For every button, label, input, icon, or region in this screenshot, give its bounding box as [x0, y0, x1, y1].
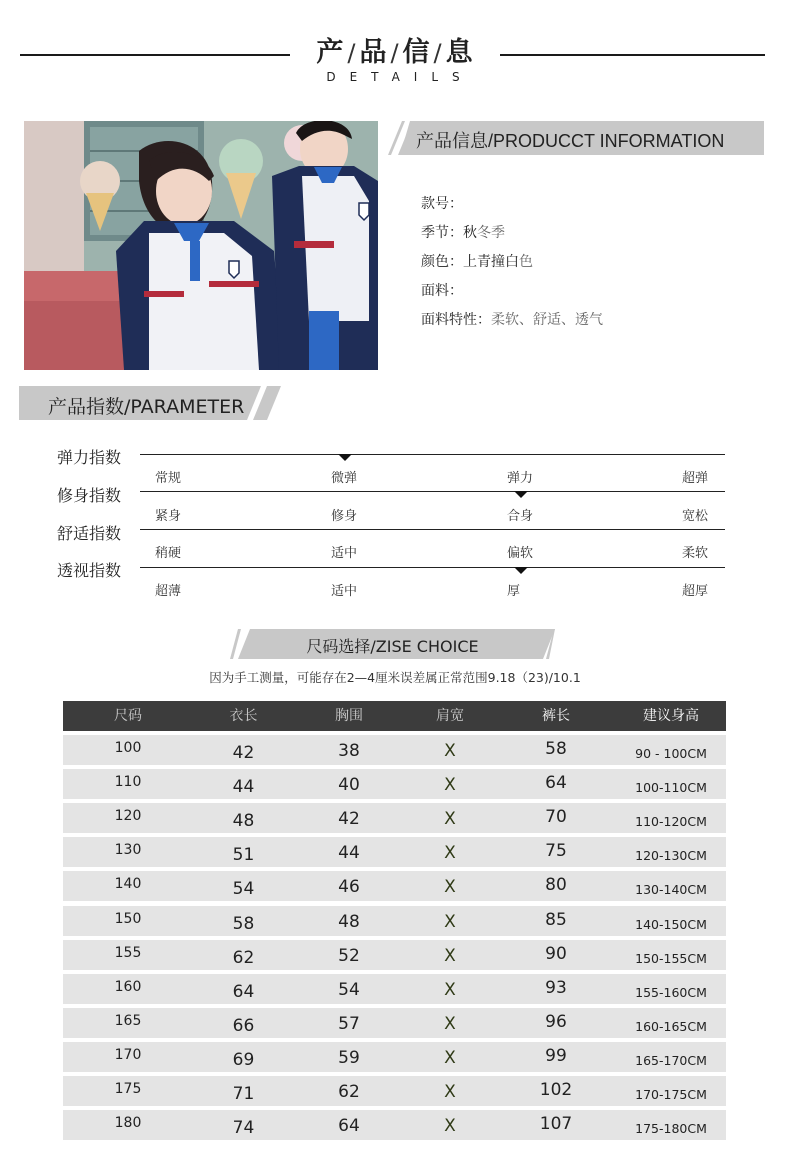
cell-length: 71: [232, 1084, 255, 1105]
param-option: 适中: [331, 584, 358, 599]
param-option: 稍硬: [155, 546, 182, 561]
cell-size: 155: [114, 944, 142, 961]
header-size: 尺码: [114, 708, 142, 724]
cell-chest: 44: [338, 843, 360, 864]
size-banner: [230, 629, 555, 659]
cell-pants-length: 75: [545, 841, 567, 862]
table-row: [63, 1008, 726, 1038]
cell-length: 42: [232, 743, 255, 764]
cell-size: 160: [114, 978, 142, 995]
param-option: 紧身: [155, 509, 182, 524]
param-label-thickness: 透视指数: [57, 561, 122, 580]
cell-pants-length: 96: [545, 1011, 567, 1032]
cell-size: 170: [114, 1046, 142, 1063]
cell-height: 160-165CM: [635, 1018, 707, 1034]
cell-size: 165: [114, 1012, 142, 1029]
info-row-color: 颜色：上青撞白色: [421, 254, 533, 270]
cell-size: 150: [114, 910, 142, 927]
table-row: [63, 1042, 726, 1072]
param-selected-marker: [514, 491, 528, 498]
param-selected-marker: [338, 454, 352, 461]
cell-height: 170-175CM: [635, 1087, 707, 1103]
title-char: 产: [316, 37, 345, 68]
cell-length: 51: [232, 845, 255, 866]
param-option: 超厚: [682, 584, 709, 599]
cell-length: 62: [232, 947, 255, 968]
title-char: 息: [445, 37, 474, 68]
cell-chest: 59: [338, 1047, 360, 1068]
param-scale-line: [140, 454, 725, 455]
cell-shoulder: X: [444, 1047, 456, 1068]
param-selected-marker: [514, 567, 528, 574]
table-row: [63, 940, 726, 970]
header-chest: 胸围: [335, 708, 363, 724]
cell-length: 54: [232, 879, 255, 900]
cell-pants-length: 64: [545, 773, 567, 794]
cell-length: 74: [232, 1118, 255, 1139]
header-shoulder: 肩宽: [436, 708, 464, 724]
cell-pants-length: 90: [545, 943, 567, 964]
product-photo: [24, 121, 378, 370]
parameter-banner: [19, 386, 284, 420]
product-info-banner-text: 产品信息/PRODUCCT INFORMATION: [416, 131, 725, 151]
param-label-elasticity: 弹力指数: [57, 448, 122, 467]
cell-length: 58: [232, 913, 255, 934]
cell-chest: 42: [338, 809, 360, 830]
param-option: 合身: [507, 509, 534, 524]
param-label-fit: 修身指数: [57, 486, 122, 505]
size-table-header: [63, 701, 726, 731]
param-option: 微弹: [331, 471, 358, 486]
header-rule-left: [20, 54, 290, 56]
cell-chest: 54: [338, 979, 360, 1000]
cell-pants-length: 70: [545, 807, 567, 828]
cell-height: 155-160CM: [635, 984, 707, 1000]
cell-size: 175: [114, 1081, 142, 1098]
product-info-banner: [388, 121, 764, 155]
param-option: 修身: [331, 509, 358, 524]
cell-size: 100: [114, 740, 142, 757]
cell-shoulder: X: [444, 843, 456, 864]
cell-pants-length: 93: [545, 977, 567, 998]
param-scale-line: [140, 529, 725, 530]
cell-height: 90 - 100CM: [635, 746, 707, 762]
param-scale-line: [140, 567, 725, 568]
cell-height: 140-150CM: [635, 916, 707, 932]
cell-shoulder: X: [444, 877, 456, 898]
cell-shoulder: X: [444, 741, 456, 762]
cell-chest: 57: [338, 1013, 360, 1034]
cell-chest: 38: [338, 741, 360, 762]
cell-pants-length: 99: [545, 1045, 567, 1066]
table-row: [63, 735, 726, 765]
info-row-style: 款号：: [421, 196, 463, 212]
cell-shoulder: X: [444, 945, 456, 966]
cell-pants-length: 58: [545, 739, 567, 760]
cell-height: 150-155CM: [635, 950, 707, 966]
param-option: 超弹: [682, 471, 709, 486]
param-option: 常规: [155, 471, 182, 486]
cell-pants-length: 107: [539, 1114, 573, 1135]
cell-height: 110-120CM: [635, 814, 707, 830]
cell-pants-length: 85: [545, 909, 567, 930]
product-info-list: [421, 193, 603, 338]
page-subtitle: DETAILS: [326, 70, 474, 84]
cell-shoulder: X: [444, 1013, 456, 1034]
page-title: 产 / 品 / 信 / 息: [316, 37, 474, 68]
cell-height: 130-140CM: [635, 882, 707, 898]
cell-height: 175-180CM: [635, 1121, 707, 1137]
cell-shoulder: X: [444, 775, 456, 796]
table-row: [63, 803, 726, 833]
cell-height: 100-110CM: [635, 780, 707, 796]
cell-shoulder: X: [444, 809, 456, 830]
table-row: [63, 906, 726, 936]
cell-size: 120: [114, 808, 142, 825]
param-option: 弹力: [507, 471, 534, 486]
cell-pants-length: 102: [539, 1080, 573, 1101]
header-height: 建议身高: [643, 708, 699, 724]
size-note: 因为手工测量，可能存在2—4厘米误差属正常范围9.18（23)/10.1: [209, 670, 581, 685]
param-option: 偏软: [507, 546, 534, 561]
cell-length: 48: [232, 811, 255, 832]
param-option: 超薄: [155, 584, 182, 599]
cell-chest: 62: [338, 1082, 360, 1103]
header-pants-length: 裤长: [542, 708, 570, 724]
title-char: 品: [359, 37, 388, 68]
param-option: 宽松: [682, 509, 709, 524]
cell-length: 66: [232, 1015, 255, 1036]
cell-pants-length: 80: [545, 875, 567, 896]
cell-size: 130: [114, 842, 142, 859]
cell-chest: 40: [338, 775, 360, 796]
header-rule-right: [500, 54, 765, 56]
cell-chest: 52: [338, 945, 360, 966]
table-row: [63, 837, 726, 867]
cell-chest: 46: [338, 877, 360, 898]
size-banner-text: 尺码选择/ZISE CHOICE: [306, 637, 479, 656]
param-option: 柔软: [682, 546, 709, 561]
info-row-fabric: 面料：: [421, 283, 463, 299]
cell-shoulder: X: [444, 911, 456, 932]
table-row: [63, 1110, 726, 1140]
table-row: [63, 769, 726, 799]
cell-length: 44: [232, 777, 255, 798]
param-scale-line: [140, 491, 725, 492]
info-row-season: 季节：秋冬季: [421, 225, 505, 241]
param-option: 适中: [331, 546, 358, 561]
cell-chest: 64: [338, 1116, 360, 1137]
header-length: 衣长: [229, 708, 258, 724]
cell-chest: 48: [338, 911, 360, 932]
parameter-banner-text: 产品指数/PARAMETER: [48, 396, 245, 418]
cell-height: 120-130CM: [635, 848, 707, 864]
cell-size: 140: [114, 876, 142, 893]
cell-length: 64: [232, 981, 255, 1002]
info-row-fabric-feature: 面料特性：柔软、舒适、透气: [421, 312, 603, 328]
cell-size: 180: [114, 1115, 142, 1132]
table-row: [63, 1076, 726, 1106]
students-uniform-photo-icon: [24, 121, 378, 370]
cell-shoulder: X: [444, 979, 456, 1000]
table-row: [63, 871, 726, 901]
param-label-comfort: 舒适指数: [57, 524, 122, 543]
cell-height: 165-170CM: [635, 1052, 707, 1068]
cell-size: 110: [114, 774, 142, 791]
table-row: [63, 974, 726, 1004]
size-table: [63, 701, 726, 1140]
param-option: 厚: [507, 584, 521, 599]
cell-shoulder: X: [444, 1116, 456, 1137]
cell-shoulder: X: [444, 1082, 456, 1103]
size-table-body: [63, 735, 726, 1140]
cell-length: 69: [232, 1049, 255, 1070]
title-char: 信: [402, 37, 431, 68]
